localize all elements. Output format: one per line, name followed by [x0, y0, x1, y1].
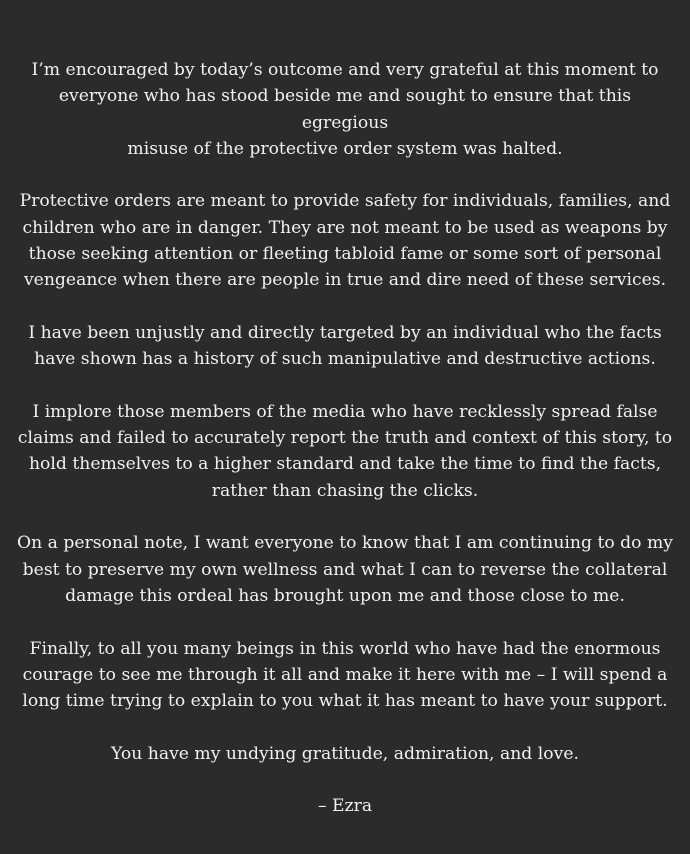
statement-paragraph-gratitude: You have my undying gratitude, admiration, and love. — [111, 743, 579, 764]
statement-paragraph-personal-note: On a personal note, I want everyone to know that I am continuing to do my best to preserve my own wellness and what I can to reverse the collateral damage this ordeal has brought upon me and those close to me. — [16, 533, 673, 606]
statement-paragraph-opening: I’m encouraged by today’s outcome and very grateful at this moment to everyone who has stood beside me and sought to ensure that this egregious misuse of the protective order system was halted. — [31, 60, 659, 159]
statement-paragraph-targeted: I have been unjustly and directly targeted by an individual who the facts have shown has a history of such manipulative and destructive actions. — [28, 322, 662, 370]
statement-paragraph-media: I implore those members of the media who have recklessly spread false claims and failed to accurately report the truth and context of this story, to hold themselves to a higher standard and take the time to find the facts, rather than chasing the clicks. — [17, 401, 673, 501]
statement-paragraph-supporters: Finally, to all you many beings in this world who have had the enormous courage to see me through it all and make it here with me – I will spend a long time trying to explain to you what it has meant to have your support. — [22, 638, 668, 712]
statement-paragraph-protective-orders: Protective orders are meant to provide safety for individuals, families, and children who are in danger. They are not meant to be used as weapons by those seeking attention or fleeting tabloid fame or some sort of personal vengeance when there are people in true and dire need of these services. — [19, 191, 671, 291]
statement-signature: – Ezra — [317, 796, 373, 817]
